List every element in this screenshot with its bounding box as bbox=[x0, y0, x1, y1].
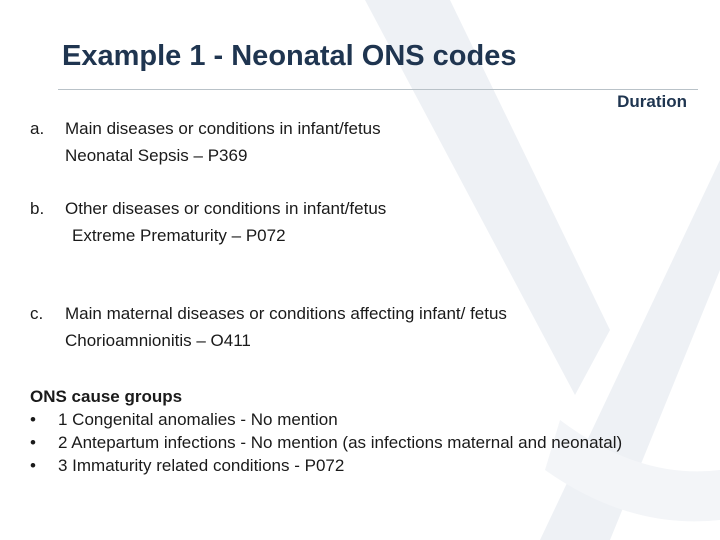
bullet-icon: • bbox=[30, 433, 36, 452]
bullet-text: 3 Immaturity related conditions - P072 bbox=[58, 456, 345, 475]
slide-title: Example 1 - Neonatal ONS codes bbox=[62, 40, 517, 72]
duration-label: Duration bbox=[617, 92, 687, 111]
item-heading: Main maternal diseases or conditions affecting infant/ fetus bbox=[65, 304, 507, 323]
section-heading: ONS cause groups bbox=[30, 387, 183, 406]
bullet-text: 2 Antepartum infections - No mention (as infections maternal and neonatal) bbox=[58, 433, 623, 452]
bullet-item bbox=[30, 432, 678, 454]
item-code: Extreme Prematurity – P072 bbox=[72, 226, 286, 245]
bullet-text: 1 Congenital anomalies - No mention bbox=[58, 410, 338, 429]
item-heading: Main diseases or conditions in infant/fetus bbox=[65, 119, 381, 138]
title-divider bbox=[58, 89, 698, 90]
bullet-item bbox=[30, 409, 678, 431]
bullet-icon: • bbox=[30, 456, 36, 475]
item-code: Chorioamnionitis – O411 bbox=[65, 331, 251, 350]
bullet-item bbox=[30, 455, 678, 477]
item-code: Neonatal Sepsis – P369 bbox=[65, 146, 248, 165]
list-marker: c. bbox=[30, 304, 44, 323]
cause-groups-section bbox=[30, 386, 678, 477]
bullet-icon: • bbox=[30, 410, 36, 429]
item-heading: Other diseases or conditions in infant/fetus bbox=[65, 199, 387, 218]
list-marker: a. bbox=[30, 119, 45, 138]
list-marker: b. bbox=[30, 199, 45, 218]
